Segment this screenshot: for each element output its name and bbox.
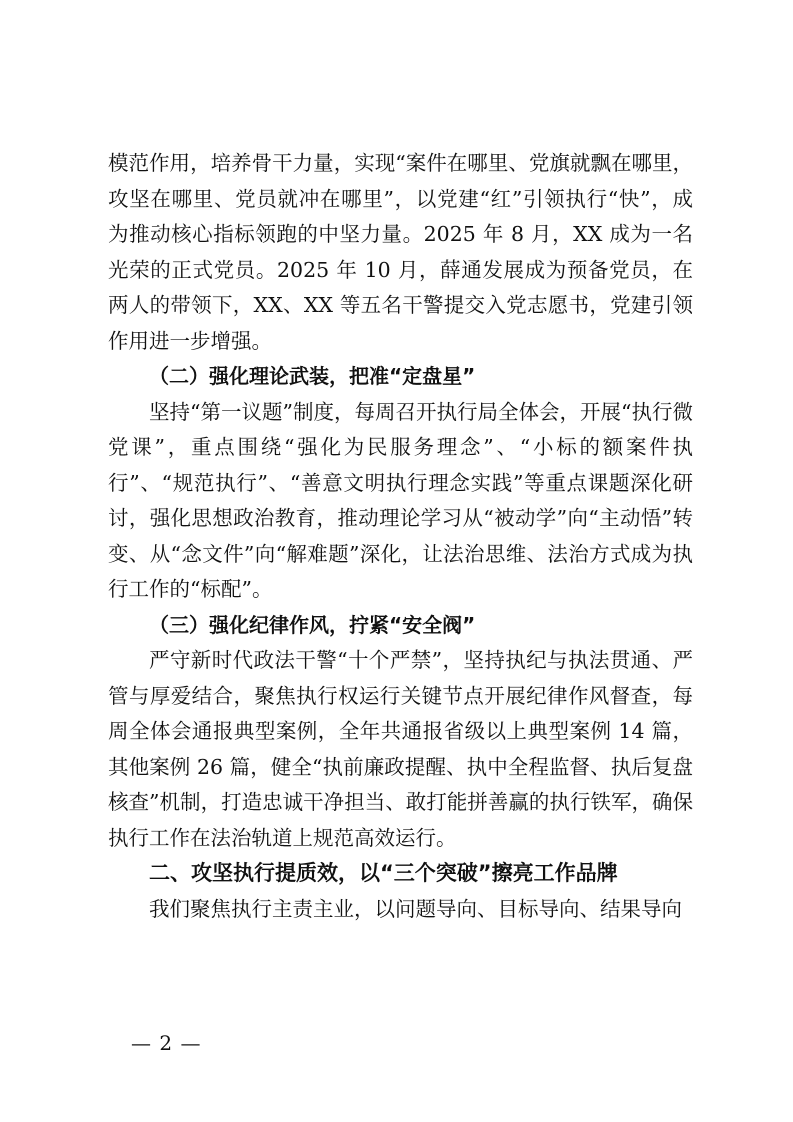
paragraph-continued: 模范作用，培养骨干力量，实现“案件在哪里、党旗就飘在哪里，攻坚在哪里、党员就冲在哪里”，以党建“红”引领执行“快”，成为推动核心指标领跑的中坚力量。2025 年 8 月，XX 成为一名光荣的正式党员。2025 年 10 月，薛通发展成为预备党员，在两人的带领下，XX、XX 等五名干警提交入党志愿书，党建引领作用进一步增强。 [108, 151, 693, 353]
page-number: — 2 — [131, 1031, 202, 1055]
document-body [108, 146, 693, 927]
paragraph-theory: 坚持“第一议题”制度，每周召开执行局全体会，开展“执行微党课”，重点围绕“强化为民服务理念”、“小标的额案件执行”、“规范执行”、“善意文明执行理念实践”等重点课题深化研讨，强化思想政治教育，推动理论学习从“被动学”向“主动悟”转变、从“念文件”向“解难题”深化，让法治思维、法治方式成为执行工作的“标配”。 [108, 399, 693, 601]
paragraph-section-intro: 我们聚焦执行主责主业，以问题导向、目标导向、结果导向 [149, 896, 682, 921]
subheading-discipline: （三）强化纪律作风，拧紧“安全阀” [149, 612, 476, 637]
subheading-theory: （二）强化理论武装，把准“定盘星” [149, 364, 476, 388]
section-heading: 二、攻坚执行提质效，以“三个突破”擦亮工作品牌 [149, 861, 618, 885]
paragraph-discipline: 严守新时代政法干警“十个严禁”，坚持执纪与执法贯通、严管与厚爱结合，聚焦执行权运行关键节点开展纪律作风督查，每周全体会通报典型案例，全年共通报省级以上典型案例 14 篇，其他案例 26 篇，健全“执前廉政提醒、执中全程监督、执后复盘核查”机制，打造忠诚干净担当、敢打能拼善赢的执行铁军，确保执行工作在法治轨道上规范高效运行。 [108, 648, 693, 850]
